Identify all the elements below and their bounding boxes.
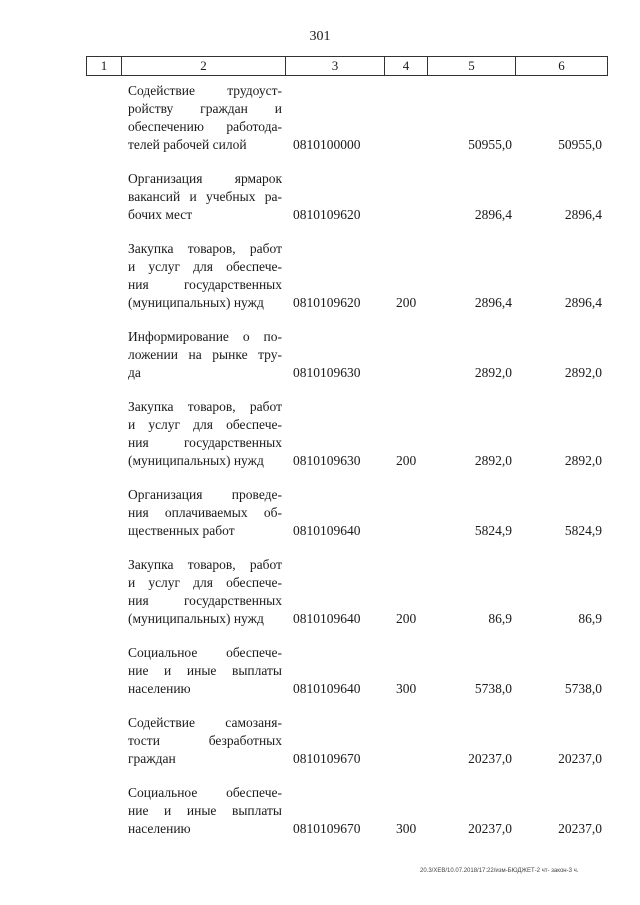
description-line: ния оплачиваемых об- [128, 505, 282, 520]
header-col-6: 6 [558, 58, 565, 73]
row-description [128, 328, 282, 382]
row-value-5: 2896,4 [474, 207, 512, 222]
description-line: ния государственных [128, 277, 282, 292]
row-code: 0810109620 [293, 207, 361, 222]
description-line: граждан [128, 751, 176, 766]
table-row [0, 644, 640, 698]
row-value-6: 5738,0 [564, 681, 602, 696]
row-description [128, 170, 282, 224]
row-value-5: 5738,0 [474, 681, 512, 696]
table-row [0, 398, 640, 470]
row-type: 300 [396, 821, 417, 836]
description-line: (муниципальных) нужд [128, 295, 264, 310]
row-value-5: 2892,0 [474, 365, 512, 380]
description-line: тости безработных [128, 733, 282, 748]
row-value-5: 2896,4 [474, 295, 512, 310]
row-value-6: 20237,0 [558, 821, 602, 836]
table-row [0, 486, 640, 540]
description-line: Закупка товаров, работ [128, 557, 282, 572]
row-value-6: 2896,4 [564, 295, 602, 310]
description-line: и услуг для обеспече- [128, 575, 282, 590]
description-line: вакансий и учебных ра- [128, 189, 282, 204]
table-row [0, 714, 640, 768]
description-line: (муниципальных) нужд [128, 453, 264, 468]
row-value-5: 20237,0 [468, 751, 512, 766]
row-code: 0810109640 [293, 681, 361, 696]
row-description [128, 784, 282, 838]
table-row [0, 556, 640, 628]
row-code: 0810109630 [293, 453, 361, 468]
row-value-5: 2892,0 [474, 453, 512, 468]
description-line: телей рабочей силой [128, 137, 247, 152]
table-header-row [86, 56, 608, 76]
description-line: да [128, 365, 141, 380]
row-code: 0810109630 [293, 365, 361, 380]
row-type: 300 [396, 681, 417, 696]
description-line: Закупка товаров, работ [128, 241, 282, 256]
description-line: ния государственных [128, 435, 282, 450]
page-number: 301 [309, 29, 331, 44]
row-description [128, 82, 282, 154]
row-type: 200 [396, 611, 417, 626]
table-row [0, 784, 640, 838]
description-line: населению [128, 681, 191, 696]
description-line: бочих мест [128, 207, 193, 222]
description-line: ние и иные выплаты [128, 803, 282, 818]
description-line: Организация ярмарок [128, 171, 282, 186]
description-line: ройству граждан и [128, 101, 282, 116]
header-col-1: 1 [87, 57, 122, 75]
row-value-5: 86,9 [488, 611, 512, 626]
description-line: (муниципальных) нужд [128, 611, 264, 626]
row-value-5: 5824,9 [474, 523, 512, 538]
description-line: Организация проведе- [128, 487, 282, 502]
description-line: и услуг для обеспече- [128, 417, 282, 432]
description-line: и услуг для обеспече- [128, 259, 282, 274]
table-row [0, 240, 640, 312]
row-value-5: 50955,0 [468, 137, 512, 152]
table-row [0, 328, 640, 382]
footer-note: 20.3/ХЕВ/10.07.2018/17:22/изм-БЮДЖЕТ-2 чт- закон-3 ч. [420, 868, 579, 874]
description-line: ние и иные выплаты [128, 663, 282, 678]
row-code: 0810109670 [293, 751, 361, 766]
row-description [128, 714, 282, 768]
header-col-4: 4 [385, 57, 428, 75]
header-col-2: 2 [122, 57, 286, 75]
table-row [0, 170, 640, 224]
row-value-6: 86,9 [578, 611, 602, 626]
row-code: 0810109640 [293, 523, 361, 538]
row-description [128, 486, 282, 540]
header-col-5: 5 [428, 57, 516, 75]
row-value-6: 2892,0 [564, 453, 602, 468]
row-code: 0810109670 [293, 821, 361, 836]
description-line: Содействие самозаня- [128, 715, 282, 730]
description-line: Социальное обеспече- [128, 645, 282, 660]
description-line: обеспечению работода- [128, 119, 282, 134]
row-description [128, 240, 282, 312]
row-code: 0810109620 [293, 295, 361, 310]
row-value-5: 20237,0 [468, 821, 512, 836]
header-col-3: 3 [286, 57, 385, 75]
table-row [0, 82, 640, 154]
description-line: Содействие трудоуст- [128, 83, 282, 98]
description-line: ложении на рынке тру- [128, 347, 282, 362]
description-line: Информирование о по- [128, 329, 282, 344]
description-line: щественных работ [128, 523, 235, 538]
row-value-6: 20237,0 [558, 751, 602, 766]
row-value-6: 2896,4 [564, 207, 602, 222]
row-value-6: 2892,0 [564, 365, 602, 380]
row-value-6: 50955,0 [558, 137, 602, 152]
description-line: Закупка товаров, работ [128, 399, 282, 414]
row-description [128, 644, 282, 698]
row-value-6: 5824,9 [564, 523, 602, 538]
row-description [128, 556, 282, 628]
row-code: 0810100000 [293, 137, 361, 152]
description-line: населению [128, 821, 191, 836]
row-description [128, 398, 282, 470]
row-type: 200 [396, 453, 417, 468]
row-code: 0810109640 [293, 611, 361, 626]
description-line: Социальное обеспече- [128, 785, 282, 800]
description-line: ния государственных [128, 593, 282, 608]
row-type: 200 [396, 295, 417, 310]
